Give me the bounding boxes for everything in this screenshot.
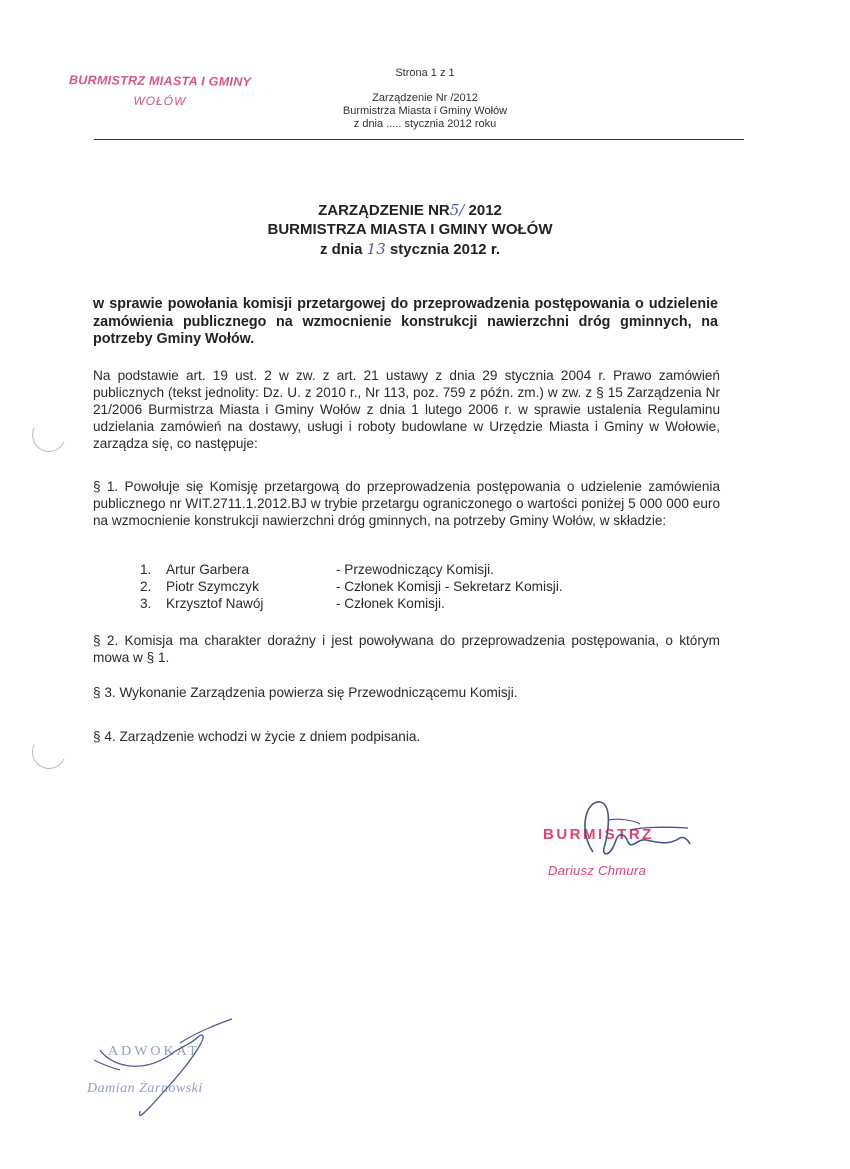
- member-role: - Członek Komisji.: [336, 596, 445, 611]
- legal-basis-paragraph: Na podstawie art. 19 ust. 2 w zw. z art. 21 ustawy z dnia 29 stycznia 2004 r. Prawo zamówień publicznych (tekst jednolity: Dz. U. z 2010 r., Nr 113, poz. 759 z późn. zm.) w zw. z § 15 Zarządzenia Nr 21/2006 Burmistrza Miasta i Gminy Wołów z dnia 1 lutego 2006 r. w sprawie ustalenia Regulaminu udzielania zamówień na dostawy, usługi i roboty budowlane w Urzędzie Miasta i Gminy w Wołowie, zarządza się, co następuje:: [93, 368, 720, 451]
- page-info: Strona 1 z 1: [395, 67, 455, 79]
- member-role: - Przewodniczący Komisji.: [336, 562, 494, 577]
- member-name: Krzysztof Nawój: [166, 596, 264, 611]
- committee-members-list: [140, 561, 640, 612]
- document-title-line-2: BURMISTRZA MIASTA I GMINY WOŁÓW: [267, 221, 553, 238]
- signature-office: ADWOKAT: [108, 1044, 200, 1059]
- handwritten-signature-icon: [80, 1015, 250, 1125]
- document-title-line-1: [200, 201, 620, 219]
- document-subject: w sprawie powołania komisji przetargowej do przeprowadzenia postępowania o udzielenie zamówienia publicznego na wzmocnienie konstrukcji nawierzchni dróg gminnych, na potrzeby Gminy Wołów.: [93, 296, 718, 347]
- signature-person: Dariusz Chmura: [548, 863, 647, 878]
- reference-line-2: Burmistrza Miasta i Gminy Wołów: [342, 105, 508, 117]
- document-reference: [290, 92, 560, 131]
- reference-line-3: z dnia ..... stycznia 2012 roku: [353, 118, 497, 130]
- handwritten-signature-icon: [538, 790, 708, 890]
- member-name: Piotr Szymczyk: [166, 579, 259, 594]
- member-number: 2.: [140, 579, 152, 594]
- title-prefix: ZARZĄDZENIE NR: [318, 202, 450, 219]
- mayor-signature-stamp: [538, 790, 708, 890]
- header-rule: [94, 139, 744, 140]
- title-suffix: 2012: [464, 202, 502, 219]
- section-4: § 4. Zarządzenie wchodzi w życie z dniem podpisania.: [93, 729, 421, 744]
- stamp-line-2: WOŁÓW: [133, 93, 187, 109]
- member-role: - Członek Komisji - Sekretarz Komisji.: [336, 579, 563, 594]
- section-2: § 2. Komisja ma charakter doraźny i jest powoływana do przeprowadzenia postępowania, o którym mowa w § 1.: [93, 633, 720, 665]
- date-suffix: stycznia 2012 r.: [385, 241, 500, 258]
- handwritten-day: 13: [366, 240, 386, 258]
- stamp-line-1: BURMISTRZ MIASTA I GMINY: [68, 73, 252, 89]
- mayor-office-stamp: [60, 73, 260, 109]
- document-title-line-3: [200, 240, 620, 258]
- lawyer-signature-stamp: [80, 1015, 250, 1125]
- handwritten-number: 5/: [449, 201, 465, 219]
- member-number: 3.: [140, 596, 152, 611]
- member-number: 1.: [140, 562, 152, 577]
- list-item: [140, 561, 640, 578]
- reference-line-1: Zarządzenie Nr /2012: [372, 92, 478, 104]
- list-item: [140, 578, 640, 595]
- section-3: § 3. Wykonanie Zarządzenia powierza się Przewodniczącemu Komisji.: [93, 685, 518, 700]
- member-name: Artur Garbera: [166, 562, 250, 577]
- section-1: § 1. Powołuje się Komisję przetargową do przeprowadzenia postępowania o udzielenie zamówienia publicznego nr WIT.2711.1.2012.BJ w trybie przetargu ograniczonego o wartości poniżej 5 000 000 euro na wzmocnienie konstrukcji nawierzchni dróg gminnych, na potrzeby Gminy Wołów, w składzie:: [93, 479, 720, 528]
- punch-hole-mark: [27, 730, 71, 774]
- signature-person: Damian Żarnowski: [87, 1081, 203, 1096]
- date-prefix: z dnia: [319, 241, 367, 258]
- signature-office: BURMISTRZ: [543, 826, 654, 843]
- punch-hole-mark: [27, 413, 71, 457]
- list-item: [140, 595, 640, 612]
